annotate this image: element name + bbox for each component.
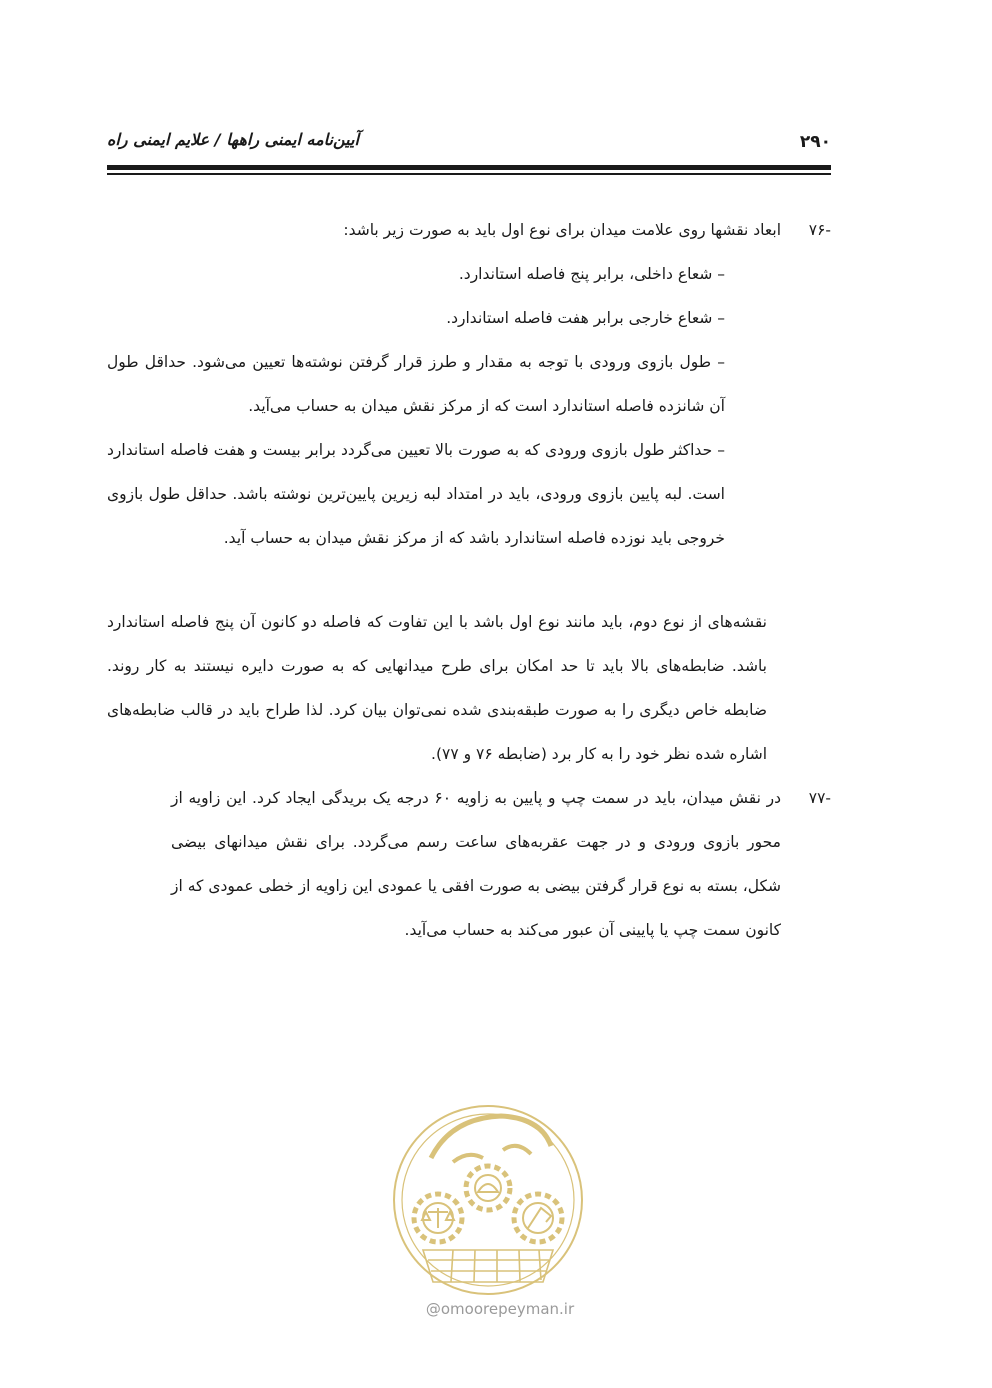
clause-76	[107, 208, 831, 252]
list-item: – طول بازوی ورودی با توجه به مقدار و طرز قرار گرفتن نوشته‌ها تعیین می‌شود. حداقل طول آن شانزده فاصله استاندارد است که از مرکز نقش میدان به حساب می‌آید.	[107, 353, 725, 415]
list-item: – شعاع خارجی برابر هفت فاصله استاندارد.	[446, 309, 725, 327]
clause-76-number: -۷۶	[808, 221, 831, 239]
header-rule-thin	[107, 173, 831, 175]
clause-76-intro: ابعاد نقشها روی علامت میدان برای نوع اول باید به صورت زیر باشد:	[343, 221, 781, 239]
list-item: – حداکثر طول بازوی ورودی که به صورت بالا تعیین می‌گردد برابر بیست و هفت فاصله استاندارد است. لبه پایین بازوی ورودی، باید در امتداد لبه زیرین پایین‌ترین نوشته باشد. حداقل طول بازوی خروجی باید نوزده فاصله استاندارد باشد که از مرکز نقش میدان به حساب آید.	[107, 441, 725, 547]
watermark-url: @omoorepeyman.ir	[425, 1300, 575, 1318]
clause-77	[107, 776, 831, 952]
page-number: ۲۹۰	[799, 132, 831, 152]
running-title: آیین‌نامه ایمنی راهها / علایم ایمنی راه	[107, 130, 359, 149]
header-rule-thick	[107, 165, 831, 170]
clause-77-number: -۷۷	[808, 789, 831, 807]
clause-76-items	[107, 252, 725, 560]
page-header	[107, 128, 831, 158]
watermark-logo	[383, 1100, 593, 1300]
body-paragraph: نقشه‌های از نوع دوم، باید مانند نوع اول باشد با این تفاوت که فاصله دو کانون آن پنج فاصله استاندارد باشد. ضابطه‌های بالا باید تا حد امکان برای طرح میدانهایی که به صورت دایره نیستند به کار روند. ضابطه خاص دیگری را به صورت طبقه‌بندی شده نمی‌توان بیان کرد. لذا طراح باید در قالب ضابطه‌های اشاره شده نظر خود را به کار برد (ضابطه ۷۶ و ۷۷).	[107, 613, 767, 763]
list-item: – شعاع داخلی، برابر پنج فاصله استاندارد.	[458, 265, 725, 283]
clause-77-text: در نقش میدان، باید در سمت چپ و پایین به زاویه ۶۰ درجه یک بریدگی ایجاد کرد. این زاویه از محور بازوی ورودی و در جهت عقربه‌های ساعت رسم می‌گردد. برای نقش میدانهای بیضی شکل، بسته به نوع قرار گرفتن بیضی به صورت افقی یا عمودی این زاویه از خطی عمودی که از کانون سمت چپ یا پایینی آن عبور می‌کند به حساب می‌آید.	[171, 789, 781, 939]
